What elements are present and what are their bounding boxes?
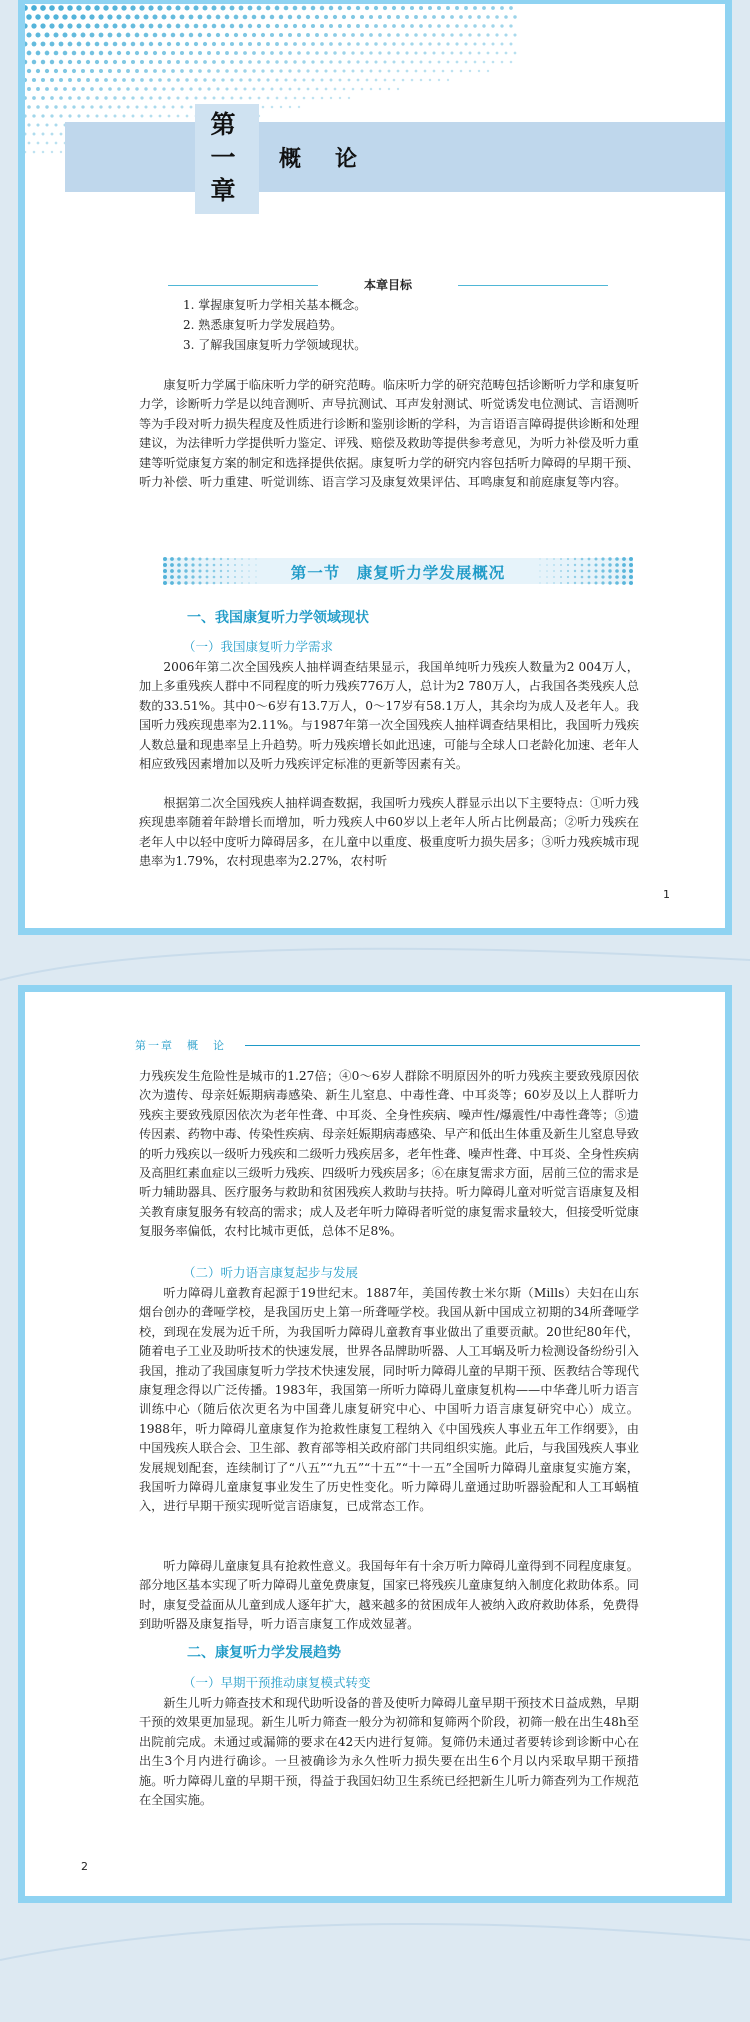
body-paragraph: 根据第二次全国残疾人抽样调查数据，我国听力残疾人群显示出以下主要特点：①听力残疾现患率随着年龄增长而增加，听力残疾人中60岁以上老年人所占比例最高；②听力残疾在老年人中以轻中度听力障碍居多，在儿童中以重度、极重度听力损失居多；③听力残疾城市现患率为1.79%，农村现患率为2.27%，农村听 — [139, 796, 639, 869]
heading-3: （二）听力语言康复起步与发展 — [183, 1265, 359, 1280]
chapter-label: 第 一 章 — [210, 110, 236, 205]
heading-3: （一）早期干预推动康复模式转变 — [183, 1675, 371, 1690]
page-number: 1 — [663, 888, 670, 901]
body-paragraph: 2006年第二次全国残疾人抽样调查结果显示，我国单纯听力残疾人数量为2 004万人，加上多重残疾人群中不同程度的听力残疾776万人，总计为2 780万人，占我国各类残疾人总数的33.51%。其中0～6岁有13.7万人，0～17岁有58.1万人，其余均为成人及老年人。我国听力残疾现患率为2.11%。与1987年第一次全国残疾人抽样调查结果相比，我国听力残疾人数总量和现患率呈上升趋势。听力残疾增长如此迅速，可能与全球人口老龄化加速、老年人相应致残因素增加以及听力残疾评定标准的更新等因素有关。 — [139, 660, 639, 772]
heading-3: （一）我国康复听力学需求 — [183, 639, 334, 654]
running-head: 第一章 概 论 — [135, 1039, 226, 1052]
body-paragraph: 听力障碍儿童教育起源于19世纪末。1887年，美国传教士米尔斯（Mills）夫妇在山东烟台创办的聋哑学校，是我国历史上第一所聋哑学校。我国从新中国成立初期的34所聋哑学校，到现在发展为近千所，为我国听力障碍儿童教育事业做出了重要贡献。20世纪80年代，随着电子工业及助听技术的快速发展，世界各品牌助听器、人工耳蜗及听力检测设备纷纷引入我国，推动了我国康复听力学技术快速发展，同时听力障碍儿童的早期干预、医教结合等现代康复理念得以广泛传播。1983年，我国第一所听力障碍儿童康复机构——中华聋儿听力语言训练中心（随后依次更名为中国聋儿康复研究中心、中国听力语言康复研究中心）成立。1988年，听力障碍儿童康复作为抢救性康复工程纳入《中国残疾人事业五年工作纲要》，由中国残疾人联合会、卫生部、教育部等相关政府部门共同组织实施。此后，与我国残疾人事业发展规划配套，连续制订了“八五”“九五”“十五”“十一五”全国听力障碍儿童康复实施方案，我国听力障碍儿童康复事业发生了历史性变化。听力障碍儿童通过助听器验配和人工耳蜗植入，进行早期干预实现听觉言语康复，已成常态工作。 — [139, 1286, 639, 1514]
goal-item: 1. 掌握康复听力学相关基本概念。 — [183, 298, 367, 312]
goal-item: 2. 熟悉康复听力学发展趋势。 — [183, 318, 343, 332]
running-head-rule — [245, 1045, 640, 1046]
goals-list — [183, 295, 366, 355]
body-paragraph: 新生儿听力筛查技术和现代助听设备的普及使听力障碍儿童早期干预技术日益成熟，早期干预的效果更加显现。新生儿听力筛查一般分为初筛和复筛两个阶段，初筛一般在出生48h至出院前完成。未通过或漏筛的要求在42天内进行复筛。复筛仍未通过者要转诊到诊断中心在出生3个月内进行确诊。一旦被确诊为永久性听力损失要在出生6个月以内采取早期干预措施。听力障碍儿童的早期干预，得益于我国妇幼卫生系统已经把新生儿听力筛查列为工作规范在全国实施。 — [139, 1696, 639, 1808]
chapter-header-band — [65, 122, 725, 192]
heading-2: 一、我国康复听力学领域现状 — [187, 610, 369, 626]
chapter-title: 概论 — [279, 147, 392, 172]
body-paragraph: 力残疾发生危险性是城市的1.27倍；④0～6岁人群除不明原因外的听力残疾主要致残原因依次为遗传、母亲妊娠期病毒感染、新生儿窒息、中毒性聋、中耳炎等；60岁及以上人群听力残疾主要致残原因依次为老年性聋、中耳炎、全身性疾病、噪声性/爆震性/中毒性聋等；⑤遗传因素、药物中毒、传染性疾病、母亲妊娠期病毒感染、早产和低出生体重及新生儿窒息导致的听力残疾以一级听力残疾和二级听力残疾居多，老年性聋、噪声性聋、中耳炎、全身性疾病及高胆红素血症以三级听力残疾、四级听力残疾居多；⑥在康复需求方面，居前三位的需求是听力辅助器具、医疗服务与救助和贫困残疾人救助与扶持。听力障碍儿童对听觉言语康复及相关教育康复服务有较高的需求；成人及老年听力障碍者听觉的康复需求量较大，但接受听觉康复服务率偏低，农村比城市更低，总体不足8%。 — [139, 1069, 639, 1239]
intro-paragraph: 康复听力学属于临床听力学的研究范畴。临床听力学的研究范畴包括诊断听力学和康复听力学，诊断听力学是以纯音测听、声导抗测试、耳声发射测试、听觉诱发电位测试、言语测听等为手段对听力损失程度及性质进行诊断和鉴别诊断的学科，为言语语言障碍提供诊断和处理建议，为法律听力学提供听力鉴定、评残、赔偿及救助等提供参考意见，为听力补偿及听力重建等听觉康复方案的制定和选择提供依据。康复听力学的研究内容包括听力障碍的早期干预、听力补偿、听力重建、听觉训练、语言学习及康复效果评估、耳鸣康复和前庭康复等内容。 — [139, 378, 639, 490]
goals-heading: 本章目标 — [363, 278, 412, 292]
page-2 — [18, 985, 732, 1903]
page-1 — [18, 0, 732, 935]
page-number: 2 — [81, 1860, 88, 1873]
goal-item: 3. 了解我国康复听力学领域现状。 — [183, 338, 367, 352]
heading-2: 二、康复听力学发展趋势 — [187, 1645, 341, 1661]
section-title: 第一节 康复听力学发展概况 — [290, 564, 506, 582]
body-paragraph: 听力障碍儿童康复具有抢救性意义。我国每年有十余万听力障碍儿童得到不同程度康复。部分地区基本实现了听力障碍儿童免费康复，国家已将残疾儿童康复纳入制度化救助体系。同时，康复受益面从儿童到成人逐年扩大，越来越多的贫困成年人被纳入政府救助体系，免费得到助听器及康复指导，听力语言康复工作成效显著。 — [139, 1559, 639, 1632]
goals-divider-right — [458, 285, 608, 286]
section-banner — [163, 554, 633, 588]
